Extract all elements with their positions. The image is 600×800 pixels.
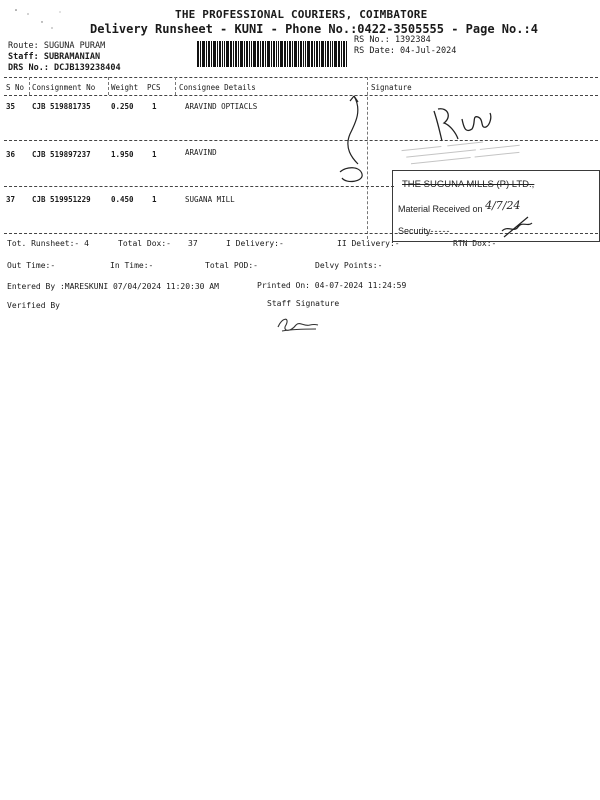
- row-weight: 0.450: [111, 195, 134, 204]
- rs-number: RS No.: 1392384: [354, 35, 431, 45]
- runsheet-title: Delivery Runsheet - KUNI - Phone No.:0422-3505555 - Page No.:4: [90, 22, 538, 36]
- row-consignee: ARAVIND: [185, 148, 217, 157]
- col-divider: [29, 77, 30, 95]
- header-consignment: Consignment No: [32, 83, 96, 92]
- stamp-security-label: Security-----: [398, 226, 451, 236]
- row-consignment: CJB 519951229: [32, 195, 91, 204]
- table-top-rule: [4, 77, 598, 78]
- rs-date: RS Date: 04-Jul-2024: [354, 46, 457, 56]
- row-consignment: CJB 519881735: [32, 102, 91, 111]
- row-sno: 36: [6, 150, 16, 159]
- handwritten-initials: [498, 197, 558, 241]
- header-signature: Signature: [371, 83, 412, 92]
- staff-label: Staff: SUBRAMANIAN: [8, 52, 101, 62]
- staff-signature-mark: [274, 313, 320, 335]
- header-weight: Weight: [111, 83, 139, 92]
- total-runsheet: Tot. Runsheet:- 4: [7, 239, 89, 248]
- row-consignment: CJB 519897237: [32, 150, 91, 159]
- stamp-received-text: Material Received on: [398, 204, 483, 214]
- ii-delivery: II Delivery:-: [337, 239, 400, 248]
- row-pcs: 1: [152, 195, 157, 204]
- printed-on: Printed On: 04-07-2024 11:24:59: [257, 281, 407, 290]
- row-weight: 0.250: [111, 102, 134, 111]
- out-time: Out Time:-: [7, 261, 56, 270]
- col-divider: [108, 77, 109, 95]
- header-pcs: PCS: [147, 83, 161, 92]
- handwritten-signature: [428, 103, 498, 145]
- total-dox-label: Total Dox:-: [118, 239, 171, 248]
- delvy-points: Delvy Points:-: [315, 261, 383, 270]
- stamp-company: THE SUGUNA MILLS (P) LTD.,: [402, 179, 535, 190]
- in-time: In Time:-: [110, 261, 154, 270]
- drs-number: DRS No.: DCJB139238404: [8, 63, 121, 73]
- stamp-received-date: 4/7/24: [485, 199, 521, 212]
- route-label: Route: SUGUNA PURAM: [8, 41, 106, 51]
- total-dox-value: 37: [188, 239, 198, 248]
- handwritten-arrow: [332, 92, 372, 187]
- header-sno: S No: [6, 83, 25, 92]
- total-pod: Total POD:-: [205, 261, 258, 270]
- row-pcs: 1: [152, 150, 157, 159]
- col-divider: [175, 77, 176, 95]
- barcode-image: [197, 41, 347, 67]
- row-sno: 37: [6, 195, 16, 204]
- row-pcs: 1: [152, 102, 157, 111]
- row-consignee: SUGANA MILL: [185, 195, 235, 204]
- header-consignee: Consignee Details: [179, 83, 256, 92]
- staff-signature-label: Staff Signature: [267, 299, 340, 308]
- table-header-rule: [4, 95, 598, 96]
- row-weight: 1.950: [111, 150, 134, 159]
- scan-specks: [8, 4, 68, 34]
- rtn-dox: RTN Dox:-: [453, 239, 497, 248]
- stamp-security-text: Security: [398, 226, 431, 236]
- row-sno: 35: [6, 102, 16, 111]
- verified-by: Verified By: [7, 301, 60, 310]
- row-consignee: ARAVIND OPTIACLS: [185, 102, 258, 111]
- company-name: THE PROFESSIONAL COURIERS, COIMBATORE: [175, 8, 428, 21]
- i-delivery: I Delivery:-: [226, 239, 284, 248]
- entered-by: Entered By :MARESKUNI 07/04/2024 11:20:30 AM: [7, 282, 219, 291]
